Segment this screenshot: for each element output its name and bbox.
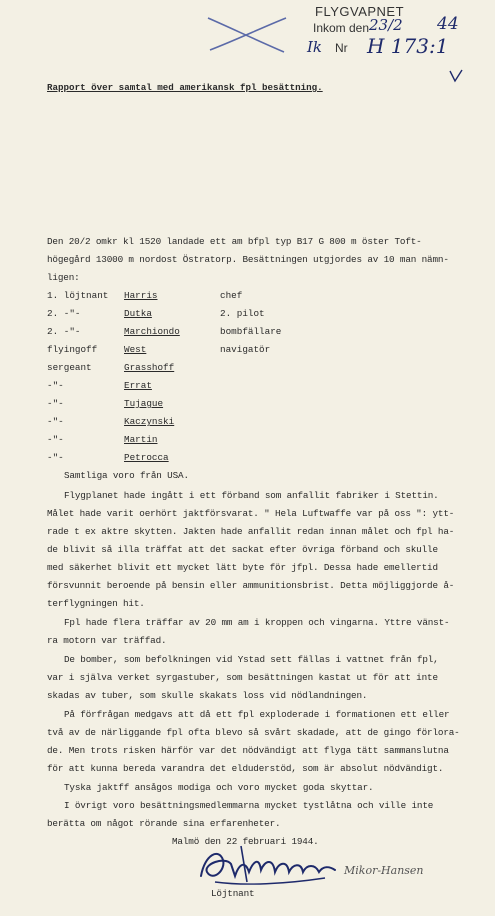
body-line: de blivit så illa träffat att det sackat efter övriga förband och skulle (47, 544, 438, 555)
crew-rank: sergeant (47, 362, 92, 373)
crew-rank: 2. -"- (47, 308, 81, 319)
stamp-number-handwritten: H 173:1 (367, 34, 449, 58)
body-line: rade t ex aktre skytten. Jakten hade anfallit redan innan målet och fpl ha- (47, 526, 455, 537)
intro-line: ligen: (47, 272, 80, 283)
body-line: skadas av tuber, som skulle skakats loss vid nödlandningen. (47, 690, 368, 701)
crew-name: West (124, 344, 147, 355)
body-line: På förfrågan medgavs att då ett fpl exploderade i formationen ett eller (64, 709, 450, 720)
body-line: berätta om något rörande sina erfarenheter. (47, 818, 281, 829)
body-line: De bomber, som befolkningen vid Ystad sett fällas i vattnet från fpl, (64, 654, 439, 665)
body-line: Samtliga voro från USA. (64, 470, 189, 481)
intro-line: Den 20/2 omkr kl 1520 landade ett am bfpl typ B17 G 800 m öster Toft- (47, 236, 422, 247)
signature-print-name: Mikor-Hansen (344, 864, 424, 877)
crew-name: Petrocca (124, 452, 169, 463)
body-line: för att kunna bereda varandra det elduderstöd, som är absolut nödvändigt. (47, 763, 444, 774)
body-line: Fpl hade flera träffar av 20 mm am i kroppen och vingarna. Yttre vänst- (64, 617, 450, 628)
stamp-year-handwritten: 44 (437, 14, 459, 34)
crew-name: Dutka (124, 308, 152, 319)
body-line: Tyska jaktff ansågos modiga och voro mycket goda skyttar. (64, 782, 374, 793)
crew-name: Harris (124, 290, 158, 301)
body-line: I övrigt voro besättningsmedlemmarna mycket tystlåtna och ville inte (64, 800, 434, 811)
body-line: Flygplanet hade ingått i ett förband som anfallit fabriker i Stettin. (64, 490, 439, 501)
stamp-nr-prefix: Ik (307, 38, 323, 56)
crew-rank: -"- (47, 416, 64, 427)
crew-role: navigatör (220, 344, 271, 355)
body-line: terflygningen hit. (47, 598, 145, 609)
stamp-date-handwritten: 23/2 (369, 16, 403, 34)
crew-name: Grasshoff (124, 362, 175, 373)
body-line: ra motorn var träffad. (47, 635, 167, 646)
body-line: var i själva verket syrgastuber, som besättningen kastat ut för att inte (47, 672, 438, 683)
stamp-inkom-label: Inkom den (313, 21, 370, 35)
crew-role: bombfällare (220, 326, 282, 337)
body-line: Målet hade varit oerhört jaktförsvarat. " Hela Luftwaffe var på oss ": ytt- (47, 508, 455, 519)
crew-role: chef (220, 290, 243, 301)
place-date: Malmö den 22 februari 1944. (172, 836, 319, 847)
crew-role: 2. pilot (220, 308, 265, 319)
stamp-organization: FLYGVAPNET (315, 4, 405, 19)
body-line: de. Men trots risken härför var det nödvändigt att flyga tätt sammanslutna (47, 745, 449, 756)
check-mark-icon (448, 68, 464, 84)
handwritten-signature (195, 842, 345, 890)
crew-rank: -"- (47, 380, 64, 391)
crew-rank: -"- (47, 434, 64, 445)
crew-name: Marchiondo (124, 326, 180, 337)
intro-line: högegård 13000 m nordost Östratorp. Besättningen utgjordes av 10 man nämn- (47, 254, 449, 265)
crew-rank: -"- (47, 452, 64, 463)
crew-rank: 1. löjtnant (47, 290, 109, 301)
crew-name: Martin (124, 434, 158, 445)
crew-rank: flyingoff (47, 344, 98, 355)
crew-rank: 2. -"- (47, 326, 81, 337)
body-line: försvunnit beroende på bensin eller ammunitionsbrist. Detta möjliggjorde å- (47, 580, 455, 591)
signer-rank: Löjtnant (211, 888, 255, 899)
crew-name: Kaczynski (124, 416, 175, 427)
body-line: med säkerhet blivit ett mycket lätt byte för jfpl. Dessa hade emellertid (47, 562, 438, 573)
crew-rank: -"- (47, 398, 64, 409)
stamp-nr-label: Nr (335, 41, 348, 55)
body-line: två av de närliggande fpl ofta blevo så svårt skadade, att de gingo förlora- (47, 727, 460, 738)
crew-name: Tujague (124, 398, 164, 409)
report-title: Rapport över samtal med amerikansk fpl besättning. (47, 82, 323, 93)
cross-out-mark-icon (206, 14, 288, 56)
crew-name: Errat (124, 380, 152, 391)
